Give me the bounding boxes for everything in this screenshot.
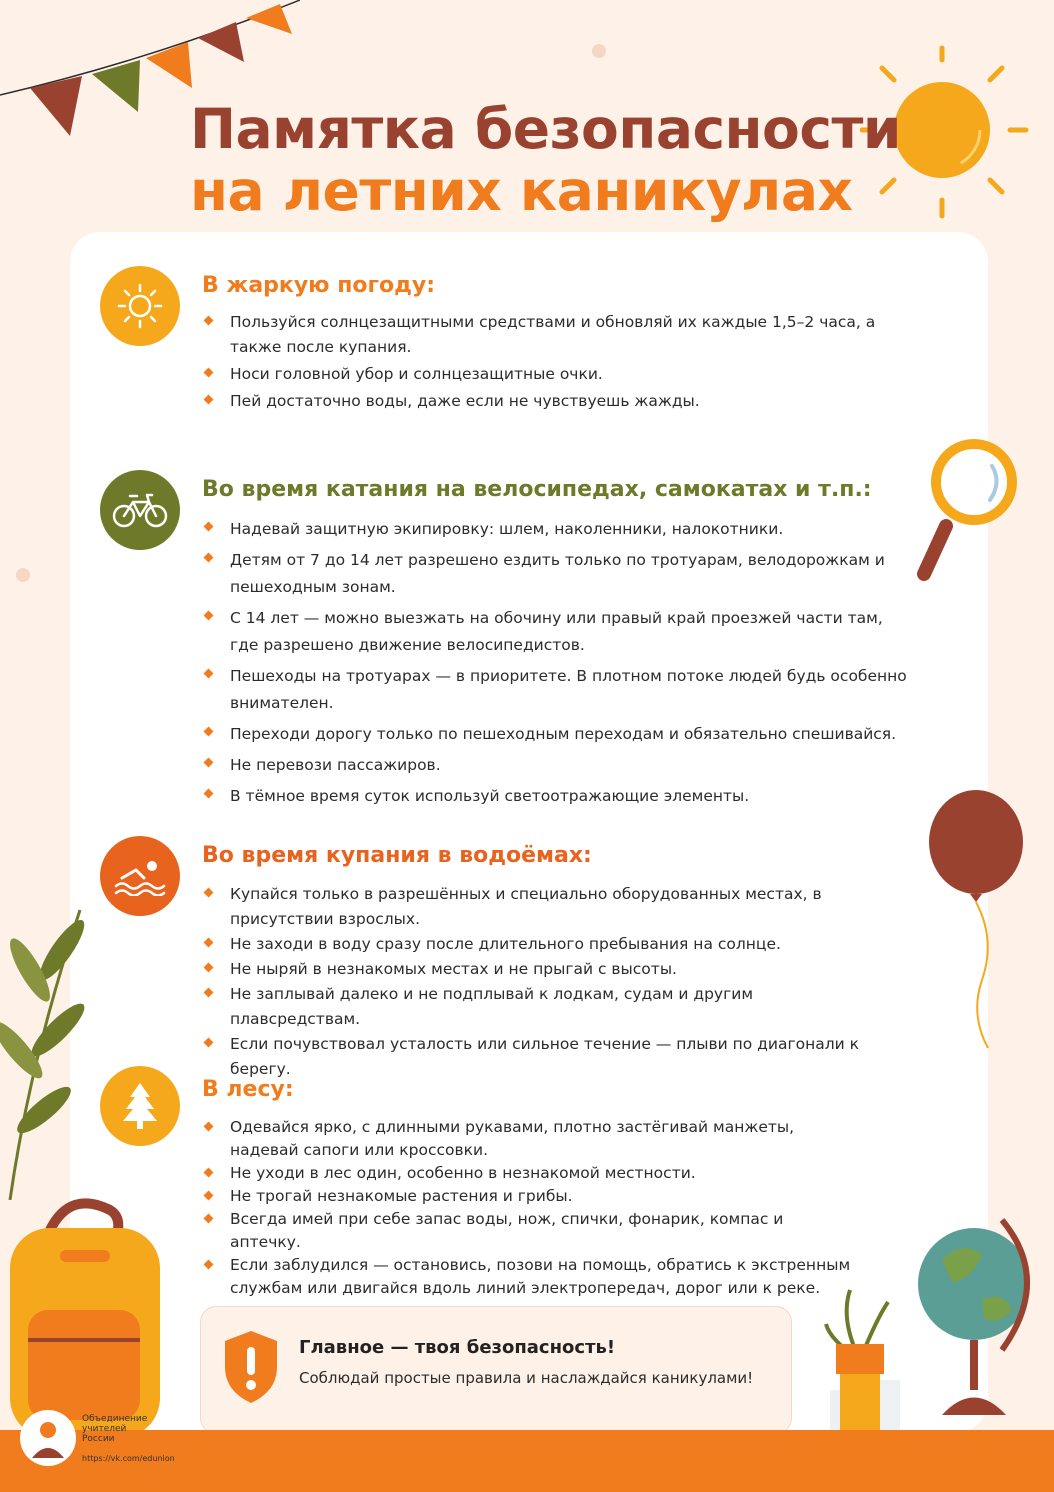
list-item: С 14 лет — можно выезжать на обочину или правый край проезжей части там, где разрешено движение велосипедистов. xyxy=(202,605,912,659)
sun-icon xyxy=(100,266,180,346)
organization-logo xyxy=(18,1404,188,1474)
globe-decoration xyxy=(912,1210,1052,1420)
list-item: Всегда имей при себе запас воды, нож, спички, фонарик, компас и аптечку. xyxy=(202,1208,852,1254)
backpack-decoration xyxy=(0,1190,170,1440)
list-item: Не перевози пассажиров. xyxy=(202,752,912,779)
tree-icon xyxy=(100,1066,180,1146)
leaves-decoration xyxy=(0,900,90,1200)
section-title: В лесу: xyxy=(202,1077,294,1102)
logo-text xyxy=(82,1414,147,1444)
title-line-2: на летних каникулах xyxy=(190,159,853,223)
section-title: Во время купания в водоёмах: xyxy=(202,843,592,868)
bullet-list xyxy=(202,1116,852,1300)
list-item: Одевайся ярко, с длинными рукавами, плотно застёгивай манжеты, надевай сапоги или кроссовки. xyxy=(202,1116,852,1162)
list-item: Не ныряй в незнакомых местах и не прыгай с высоты. xyxy=(202,957,862,982)
list-item: Если почувствовал усталость или сильное течение — плыви по диагонали к берегу. xyxy=(202,1032,862,1082)
summary-title: Главное — твоя безопасность! xyxy=(299,1337,616,1358)
org-name-line: Объединение xyxy=(82,1414,148,1424)
org-name-line: России xyxy=(82,1434,115,1444)
list-item: Не заходи в воду сразу после длительного пребывания на солнце. xyxy=(202,932,862,957)
bullet-list xyxy=(202,882,862,1082)
summary-text: Соблюдай простые правила и наслаждайся каникулами! xyxy=(299,1369,754,1387)
list-item: Не заплывай далеко и не подплывай к лодкам, судам и другим плавсредствам. xyxy=(202,982,862,1032)
logo-emblem-icon xyxy=(18,1408,78,1468)
list-item: Переходи дорогу только по пешеходным переходам и обязательно спешивайся. xyxy=(202,721,912,748)
list-item: Пешеходы на тротуарах — в приоритете. В плотном потоке людей будь особенно внимателен. xyxy=(202,663,912,717)
content-card xyxy=(70,232,988,1432)
org-name-line: учителей xyxy=(82,1424,127,1434)
swimmer-icon xyxy=(100,836,180,916)
title-line-1: Памятка безопасности xyxy=(190,97,901,161)
balloon-decoration xyxy=(926,790,1036,1050)
list-item: Пользуйся солнцезащитными средствами и обновляй их каждые 1,5–2 часа, а также после купания. xyxy=(202,310,922,360)
bullet-list xyxy=(202,310,922,414)
list-item: Пей достаточно воды, даже если не чувствуешь жажды. xyxy=(202,389,922,414)
list-item: Если заблудился — остановись, позови на помощь, обратись к экстренным службам или двигайся вдоль линий электропередач, дорог или к реке. xyxy=(202,1254,852,1300)
dot-decoration xyxy=(592,44,606,58)
list-item: Надевай защитную экипировку: шлем, наколенники, налокотники. xyxy=(202,516,912,543)
magnifier-decoration xyxy=(914,436,1024,586)
shield-icon xyxy=(221,1329,281,1405)
list-item: Не уходи в лес один, особенно в незнакомой местности. xyxy=(202,1162,852,1185)
footer-url-link[interactable]: https://vk.com/edunion xyxy=(82,1454,175,1463)
list-item: Детям от 7 до 14 лет разрешено ездить только по тротуарам, велодорожкам и пешеходным зонам. xyxy=(202,547,912,601)
section-title: В жаркую погоду: xyxy=(202,273,436,298)
dot-decoration xyxy=(16,568,30,582)
page-title xyxy=(190,98,901,222)
list-item: Купайся только в разрешённых и специально оборудованных местах, в присутствии взрослых. xyxy=(202,882,862,932)
section-title: Во время катания на велосипедах, самокатах и т.п.: xyxy=(202,477,872,502)
list-item: Не трогай незнакомые растения и грибы. xyxy=(202,1185,852,1208)
list-item: В тёмное время суток используй светоотражающие элементы. xyxy=(202,783,912,810)
bullet-list xyxy=(202,516,912,810)
list-item: Носи головной убор и солнцезащитные очки. xyxy=(202,362,922,387)
bicycle-icon xyxy=(100,470,180,550)
summary-box xyxy=(200,1306,792,1434)
